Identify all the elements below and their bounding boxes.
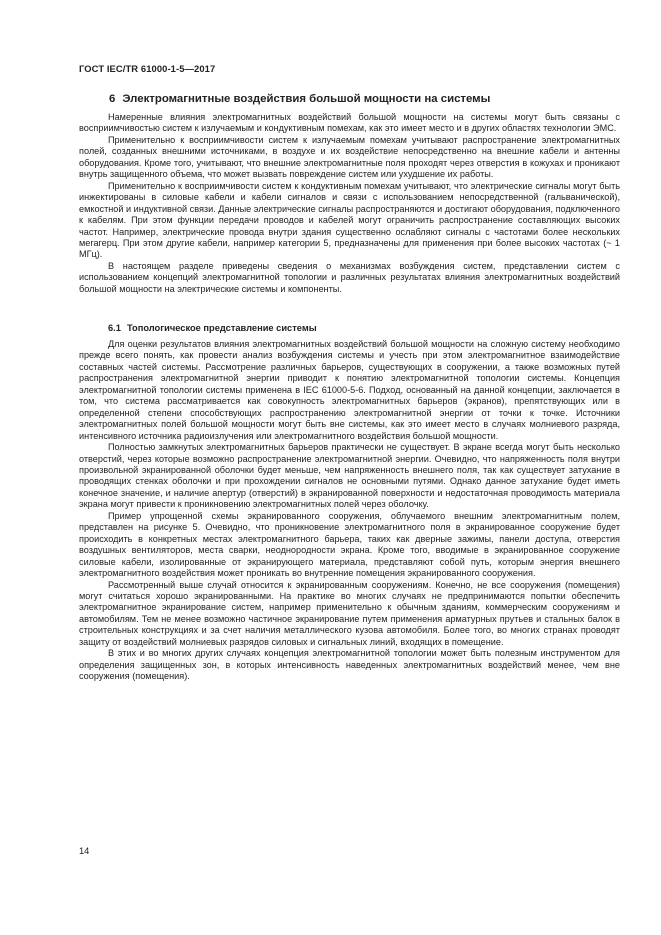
document-header: ГОСТ IEC/TR 61000-1-5—2017 <box>79 63 216 74</box>
paragraph: Пример упрощенной схемы экранированного сооружения, облучаемого внешним электромагнитным полем, представлен на рисунке 5. Очевидно, что проникновение электромагнитного поля в экранированное сооружение будет происходить в конкретных местах электромагнитного барьера, таких как дверные зажимы, панели доступа, отверстия воздушных вентиляторов, места сварки, неоднородности экрана. Кроме того, вводимые в экранированное сооружение силовые кабели, изолированные от экранирующего материала, представляют собой путь, которым энергия внешнего электромагнитного воздействия может проникать во внутренние помещения экранированного сооружения. <box>79 510 620 579</box>
paragraph: Применительно к восприимчивости систем к излучаемым помехам учитывают распространение электромагнитных полей, созданных внешними источниками, в воздухе и их воздействие непосредственно на внешние кабели и антенны оборудования. Кроме того, учитывают, что внешние электромагнитные поля проходят через отверстия в кожухах и проникают внутрь защищенного объема, что может вызвать повреждение систем или ухудшение их работы. <box>79 134 620 180</box>
paragraph: Для оценки результатов влияния электромагнитных воздействий большой мощности на сложную систему необходимо прежде всего понять, как провести анализ возбуждения системы и учесть при этом электромагнитное взаимодействие составных частей системы. Рассмотрение различных барьеров, существующих в сооружении, а также возможных путей распространения электромагнитной энергии приводит к понятию электромагнитной топологии системы. Концепция электромагнитной топологии системы применена в IEC 61000-5-6. Подход, основанный на данной концепции, заключается в том, что система рассматривается как совокупность электромагнитных барьеров (экранов), препятствующих или в определенной степени способствующих распространению электромагнитной энергии от точки к точке. Источники электромагнитных полей большой мощности могут быть вне системы, как это имеет место в случаях молниевого разряда, интенсивного источника радиоизлучения или электромагнитного воздействия большой мощности. <box>79 339 620 441</box>
subsection-title <box>108 323 317 333</box>
section-number: 6 <box>109 93 116 105</box>
paragraph: В настоящем разделе приведены сведения о механизмах возбуждения систем, представлении систем с использованием концепций электромагнитной топологии и различных результатах влияния электромагнитных воздействий большой мощности на электрические системы и компоненты. <box>79 260 620 294</box>
section-body <box>79 112 620 295</box>
subsection-number: 6.1 <box>108 323 121 333</box>
paragraph: Применительно к восприимчивости систем к кондуктивным помехам учитывают, что электрические сигналы могут быть инжектированы в силовые кабели и кабели сигналов и связи с использованием непосредственной (гальванической), емкостной и индуктивной связи. Данные электрические сигналы распространяются и достигают оборудования, подключенного к кабелям. При этом функции передачи проводов и кабелей могут ограничить распространение составляющих высоких частот. Например, электрические провода внутри здания существенно ослабляют сигналы с частотами более нескольких мегагерц. При этом другие кабели, например категории 5, предназначены для применения при более высоких частотах (~ 1 МГц). <box>79 180 620 260</box>
paragraph: Рассмотренный выше случай относится к экранированным сооружениям. Конечно, не все сооружения (помещения) могут считаться хорошо экранированными. На практике во многих случаях не предпринимаются попытки обеспечить электромагнитное экранирование систем, например применительно к обычным зданиям, коммерческим сооружениям и автомобилям. Тем не менее возможно частичное экранирование путем применения арматурных прутьев и стальных балок в строительных конструкциях и за счет наличия металлического кузова автомобиля. Более того, во многих странах проводят защиту от воздействий молниевых разрядов силовых и сигнальных линий, входящих в помещение. <box>79 579 620 647</box>
section-title <box>109 93 490 105</box>
subsection-body <box>79 339 620 683</box>
page-number: 14 <box>79 846 90 856</box>
subsection-title-text: Топологическое представление системы <box>126 323 317 333</box>
paragraph: Полностью замкнутых электромагнитных барьеров практически не существует. В экране всегда могут быть несколько отверстий, через которые возможно распространение электромагнитной энергии. Очевидно, что напряженность поля внутри произвольной экранированной оболочки будет меньше, чем напряженность внешнего поля, так как существует затухание в проводящих стенках оболочки и при прохождении сигналов не основными путями. Однако данное затухание будет иметь конечное значение, и наличие апертур (отверстий) в экранированной поверхности и недостаточная проводимость материала экрана могут привести к проникновению электромагнитных полей через оболочку. <box>79 442 620 510</box>
section-title-text: Электромагнитные воздействия большой мощности на системы <box>122 93 491 105</box>
paragraph: В этих и во многих других случаях концепция электромагнитной топологии может быть полезным инструментом для определения защищенных зон, в которых интенсивность наведенных электромагнитных воздействий менее, чем вне сооружения (помещения). <box>79 648 620 682</box>
paragraph: Намеренные влияния электромагнитных воздействий большой мощности на системы могут быть связаны с восприимчивостью систем к излучаемым и кондуктивным помехам, как это имеет место и в других областях технологии ЭМС. <box>79 112 620 134</box>
